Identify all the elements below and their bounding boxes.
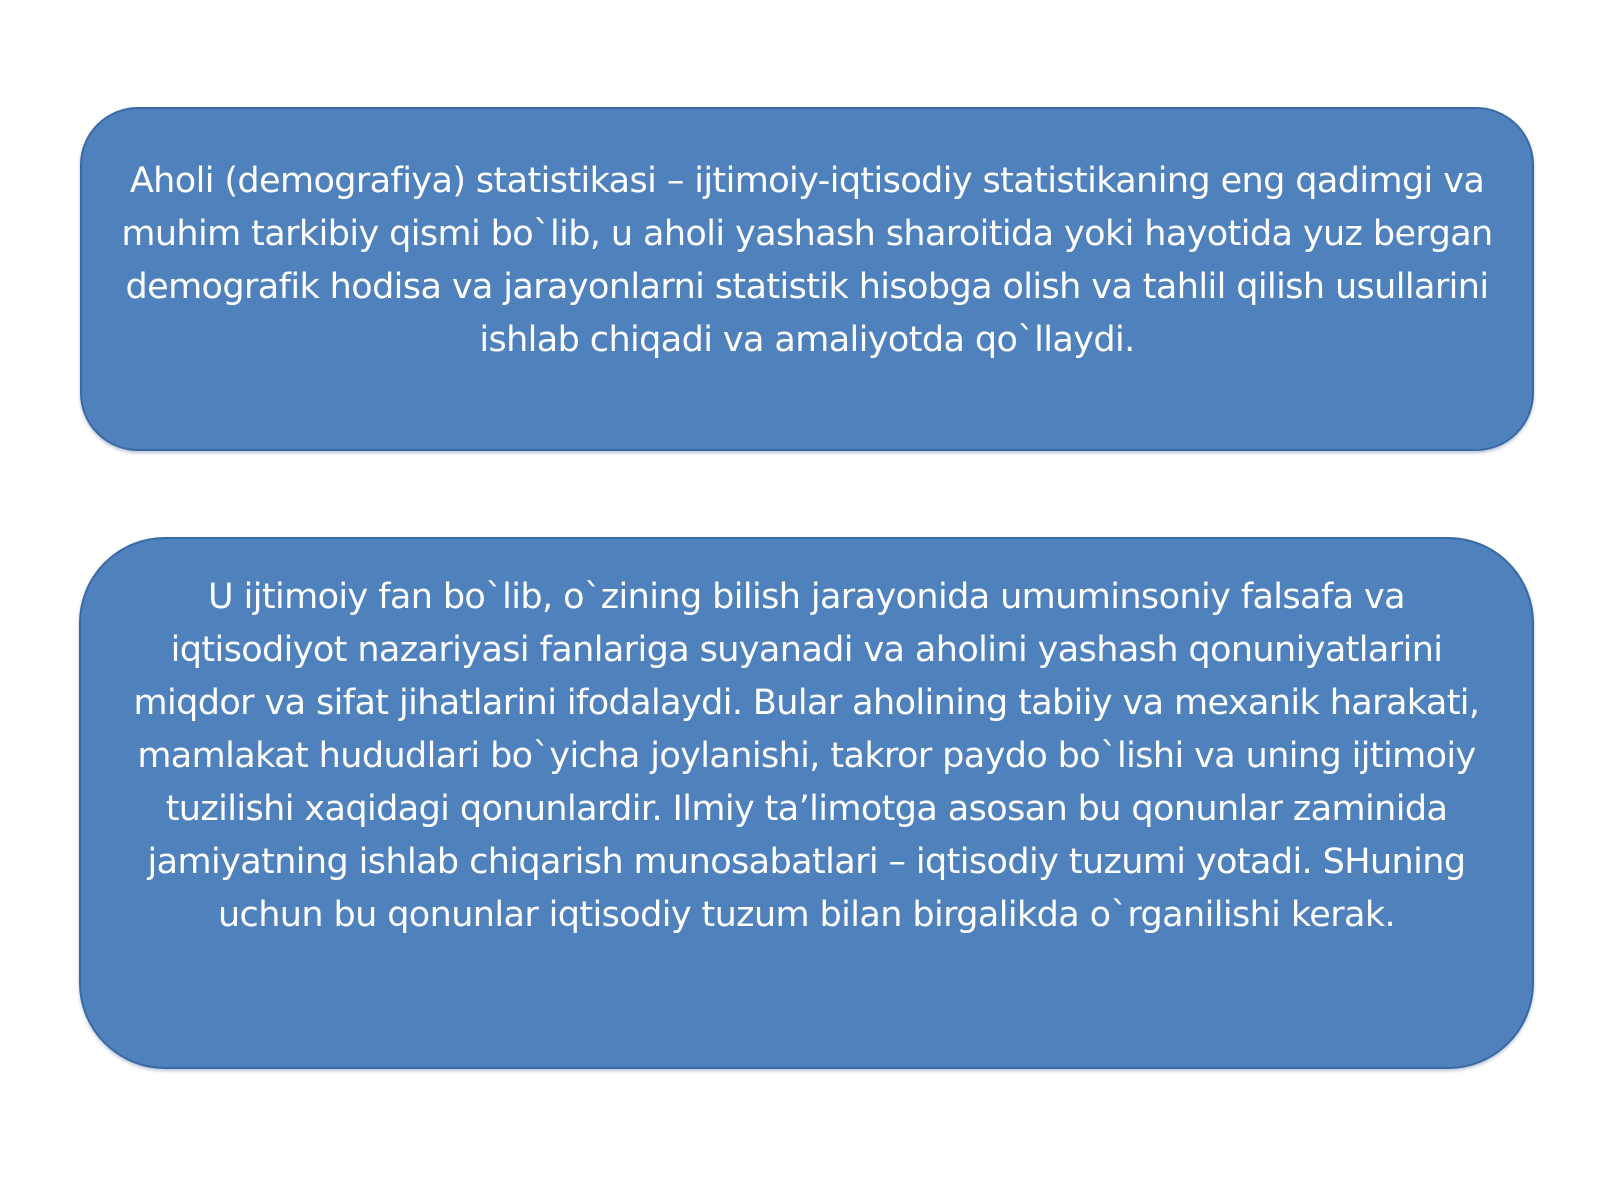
definition-box xyxy=(80,107,1534,451)
description-box xyxy=(79,537,1534,1069)
definition-text: Aholi (demografiya) statistikasi – ijtimoiy-iqtisodiy statistikaning eng qadimgi va muhim tarkibiy qismi bo`lib, u aholi yashash sharoitida yoki hayotida yuz bergan demografik hodisa va jarayonlarni statistik hisobga olish va tahlil qilish usullarini ishlab chiqadi va amaliyotda qo`llaydi. xyxy=(121,161,1493,360)
description-text: U ijtimoiy fan bo`lib, o`zining bilish jarayonida umuminsoniy falsafa va iqtisodiyot nazariyasi fanlariga suyanadi va aholini yashash qonuniyatlarini miqdor va sifat jihatlarini ifodalaydi. Bular aholining tabiiy va mexanik harakati, mamlakat hududlari bo`yicha joylanishi, takror paydo bo`lishi va uning ijtimoiy tuzilishi xaqidagi qonunlardir. Ilmiy ta’limotga asosan bu qonunlar zaminida jamiyatning ishlab chiqarish munosabatlari – iqtisodiy tuzumi yotadi. SHuning uchun bu qonunlar iqtisodiy tuzum bilan birgalikda o`rganilishi kerak. xyxy=(133,577,1480,935)
